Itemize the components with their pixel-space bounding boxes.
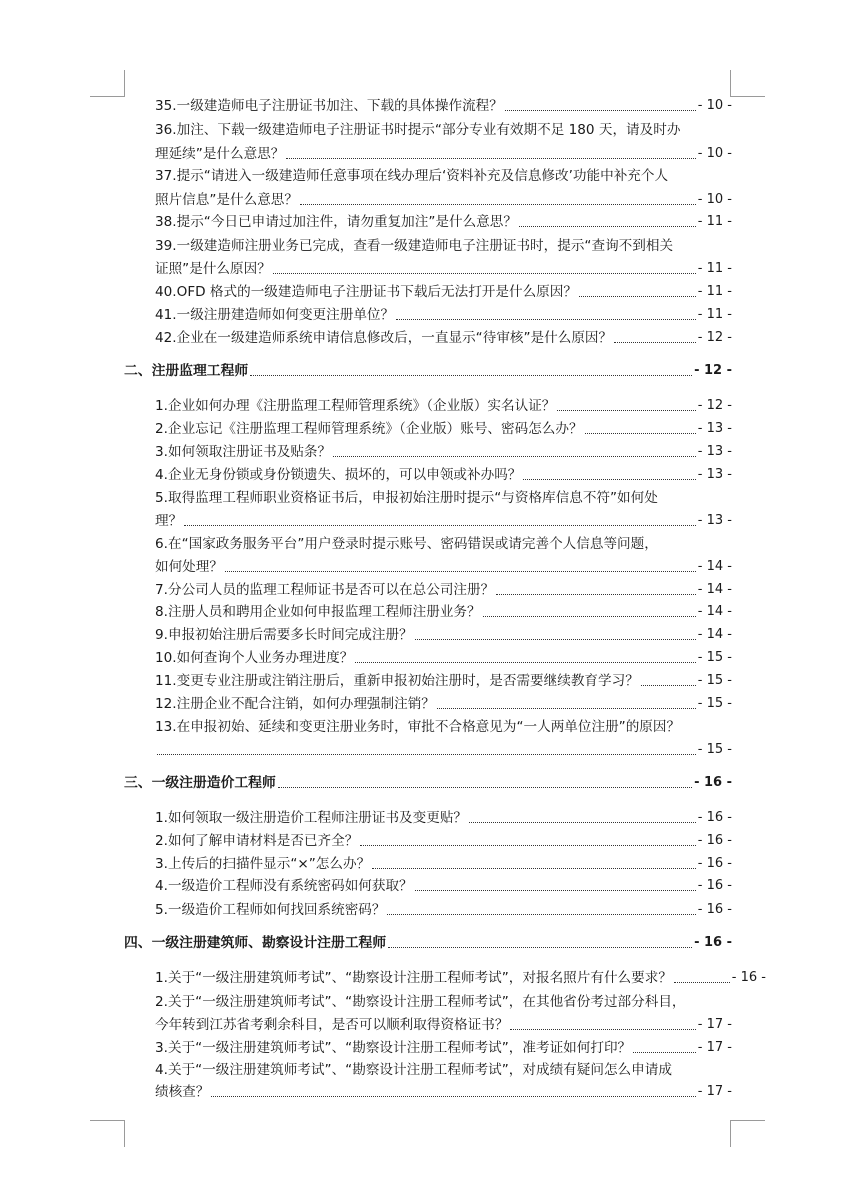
toc-entry[interactable] [155,831,732,850]
toc-entry-text: 四、一级注册建筑师、勘察设计注册工程师 [124,935,387,951]
dot-leader [519,226,696,227]
dot-leader [333,456,696,457]
toc-entry[interactable] [155,259,732,278]
toc-entry[interactable] [155,488,732,507]
toc-entry-text: 3.关于“一级注册建筑师考试”、“勘察设计注册工程师考试”，准考证如何打印？ [155,1040,632,1056]
toc-entry[interactable] [155,144,732,163]
toc-page-number: - 11 - [697,214,732,229]
toc-page-number: - 14 - [697,559,732,574]
toc-page-number: - 13 - [697,421,732,436]
toc-entry-text: 11.变更专业注册或注销注册后，重新申报初始注册时，是否需要继续教育学习？ [155,673,639,689]
toc-entry[interactable] [155,992,732,1011]
toc-page-number: - 16 - [697,856,732,871]
toc-entry[interactable] [155,282,732,301]
toc-page-number: - 14 - [697,582,732,597]
dot-leader [585,433,696,434]
toc-entry-text: 绩核查？ [155,1084,210,1100]
toc-entry[interactable] [155,694,732,713]
toc-entry-text: 35.一级建造师电子注册证书加注、下载的具体操作流程？ [155,98,503,114]
toc-entry-text: 2.企业忘记《注册监理工程师管理系统》（企业版）账号、密码怎么办？ [155,421,583,437]
dot-leader [278,787,692,788]
toc-page-number: - 14 - [697,627,732,642]
dot-leader [505,110,696,111]
toc-entry-text: 5.取得监理工程师职业资格证书后，申报初始注册时提示“与资格库信息不符”如何处 [155,490,658,506]
dot-leader [387,914,695,915]
dot-leader [372,868,696,869]
toc-entry[interactable] [155,190,732,209]
toc-entry-text: 9.申报初始注册后需要多长时间完成注册？ [155,627,413,643]
dot-leader [510,1029,695,1030]
toc-page-number: - 16 - [697,833,732,848]
toc-entry-text: 理？ [155,513,183,529]
toc-entry-text: 36.加注、下载一级建造师电子注册证书时提示“部分专业有效期不足 180 天，请及时办 [155,122,681,138]
toc-entry[interactable] [155,808,732,827]
toc-page-number: - 16 - [731,970,766,985]
toc-entry-text: 今年转到江苏省考剩余科目，是否可以顺利取得资格证书？ [155,1017,509,1033]
dot-leader [286,158,695,159]
dot-leader [557,410,695,411]
dot-leader [250,375,692,376]
toc-page-number: - 17 - [697,1040,732,1055]
toc-page-number: - 15 - [697,650,732,665]
dot-leader [300,204,696,205]
toc-page-number: - 16 - [697,902,732,917]
toc-entry-text: 7.分公司人员的监理工程师证书是否可以在总公司注册？ [155,582,495,598]
toc-entry[interactable] [155,580,732,599]
toc-entry[interactable] [155,305,732,324]
dot-leader [523,479,695,480]
dot-leader [211,1096,695,1097]
dot-leader [483,616,696,617]
toc-entry[interactable] [155,1060,732,1079]
toc-entry-text: 二、注册监理工程师 [124,363,249,379]
toc-entry[interactable] [155,166,732,185]
toc-entry[interactable] [155,717,732,736]
dot-leader [157,754,696,755]
dot-leader [360,845,696,846]
toc-entry-text: 三、一级注册造价工程师 [124,775,276,791]
toc-entry[interactable] [155,442,732,461]
dot-leader [633,1052,696,1053]
toc-entry[interactable] [155,900,732,919]
toc-page-number: - 17 - [697,1084,732,1099]
toc-entry-text: 39.一级建造师注册业务已完成，查看一级建造师电子注册证书时，提示“查询不到相关 [155,238,674,254]
toc-entry[interactable] [155,1038,732,1057]
toc-entry-text: 37.提示“请进入一级建造师任意事项在线办理后‘资料补充及信息修改’功能中补充个人 [155,168,669,184]
toc-page-number: - 13 - [697,467,732,482]
toc-entry-text: 4.关于“一级注册建筑师考试”、“勘察设计注册工程师考试”，对成绩有疑问怎么申请成 [155,1062,672,1078]
toc-entry[interactable] [155,96,732,115]
toc-entry[interactable] [155,557,732,576]
toc-page-number: - 10 - [697,146,732,161]
dot-leader [437,708,696,709]
dot-leader [396,319,696,320]
toc-page-number: - 12 - [697,330,732,345]
toc-entry[interactable] [155,740,732,759]
dot-leader [415,639,696,640]
toc-entry[interactable] [155,419,732,438]
toc-entry[interactable] [155,236,732,255]
toc-entry-text: 41.一级注册建造师如何变更注册单位？ [155,307,395,323]
toc-entry[interactable] [155,1015,732,1034]
toc-entry-text: 8.注册人员和聘用企业如何申报监理工程师注册业务？ [155,604,481,620]
toc-page-number: - 16 - [694,935,732,950]
dot-leader [184,525,696,526]
toc-page-number: - 14 - [697,604,732,619]
toc-entry[interactable] [155,511,732,530]
toc-entry[interactable] [155,465,732,484]
toc-page-number: - 11 - [697,284,732,299]
toc-entry[interactable] [155,120,732,139]
toc-entry-text: 3.上传后的扫描件显示“×”怎么办？ [155,856,371,872]
dot-leader [225,571,696,572]
toc-entry[interactable] [155,212,732,231]
dot-leader [415,890,696,891]
toc-page-number: - 13 - [697,513,732,528]
toc-page-number: - 15 - [697,673,732,688]
toc-entry-text: 理延续”是什么意思？ [155,146,285,162]
toc-entry-text: 证照”是什么原因？ [155,261,271,277]
toc-page-number: - 10 - [697,192,732,207]
toc-page-number: - 16 - [697,810,732,825]
toc-entry[interactable] [155,1082,732,1101]
toc-entry[interactable] [155,648,732,667]
toc-entry-text: 如何处理？ [155,559,223,575]
toc-page-number: - 10 - [697,98,732,113]
toc-entry-text: 2.如何了解申请材料是否已齐全？ [155,833,359,849]
toc-entry[interactable] [155,625,732,644]
toc-page-number: - 15 - [697,742,732,757]
toc-entry[interactable] [155,328,732,347]
toc-page-number: - 12 - [697,398,732,413]
toc-entry-text: 13.在申报初始、延续和变更注册业务时，审批不合格意见为“一人两单位注册”的原因？ [155,719,681,735]
dot-leader [273,273,696,274]
toc-entry-text: 1.如何领取一级注册造价工程师注册证书及变更贴？ [155,810,468,826]
dot-leader [614,342,696,343]
toc-entry-text: 40.OFD 格式的一级建造师电子注册证书下载后无法打开是什么原因？ [155,284,577,300]
toc-entry[interactable] [155,876,732,895]
toc-entry[interactable] [155,671,732,690]
toc-section-heading[interactable] [124,361,732,380]
toc-page-number: - 15 - [697,696,732,711]
toc-page-number: - 11 - [697,307,732,322]
toc-entry-text: 38.提示“今日已申请过加注件，请勿重复加注”是什么意思？ [155,214,517,230]
toc-entry-text: 4.企业无身份锁或身份锁遗失、损坏的，可以申领或补办吗？ [155,467,522,483]
toc-entry[interactable] [155,396,732,415]
dot-leader [496,594,696,595]
toc-entry-text: 照片信息”是什么意思？ [155,192,298,208]
toc-entry-text: 10.如何查询个人业务办理进度？ [155,650,354,666]
toc-entry-text: 4.一级造价工程师没有系统密码如何获取？ [155,878,413,894]
toc-entry-text: 3.如何领取注册证书及贴条？ [155,444,332,460]
toc-section-heading[interactable] [124,773,732,792]
dot-leader [674,982,730,983]
toc-entry-text: 12.注册企业不配合注销，如何办理强制注销？ [155,696,435,712]
toc-entry-text: 42.企业在一级建造师系统申请信息修改后，一直显示“待审核”是什么原因？ [155,330,613,346]
toc-page-number: - 17 - [697,1017,732,1032]
toc-page-number: - 13 - [697,444,732,459]
toc-page-number: - 16 - [694,775,732,790]
toc-page-number: - 16 - [697,878,732,893]
toc-entry-text: 6.在“国家政务服务平台”用户登录时提示账号、密码错误或请完善个人信息等问题， [155,536,658,552]
dot-leader [641,685,696,686]
toc-entry-text: 5.一级造价工程师如何找回系统密码？ [155,902,386,918]
toc-entry-text: 2.关于“一级注册建筑师考试”、“勘察设计注册工程师考试”，在其他省份考过部分科目， [155,994,686,1010]
dot-leader [469,822,696,823]
toc-entry[interactable] [155,854,732,873]
dot-leader [355,662,695,663]
toc-page-number: - 11 - [697,261,732,276]
dot-leader [388,947,692,948]
toc-entry[interactable] [155,534,732,553]
dot-leader [579,296,696,297]
toc-entry-text: 1.企业如何办理《注册监理工程师管理系统》（企业版）实名认证？ [155,398,556,414]
toc-entry[interactable] [155,602,732,621]
toc-section-heading[interactable] [124,933,732,952]
toc-entry-text: 1.关于“一级注册建筑师考试”、“勘察设计注册工程师考试”，对报名照片有什么要求？ [155,970,672,986]
toc-entry[interactable] [155,968,766,987]
toc-page-number: - 12 - [694,363,732,378]
